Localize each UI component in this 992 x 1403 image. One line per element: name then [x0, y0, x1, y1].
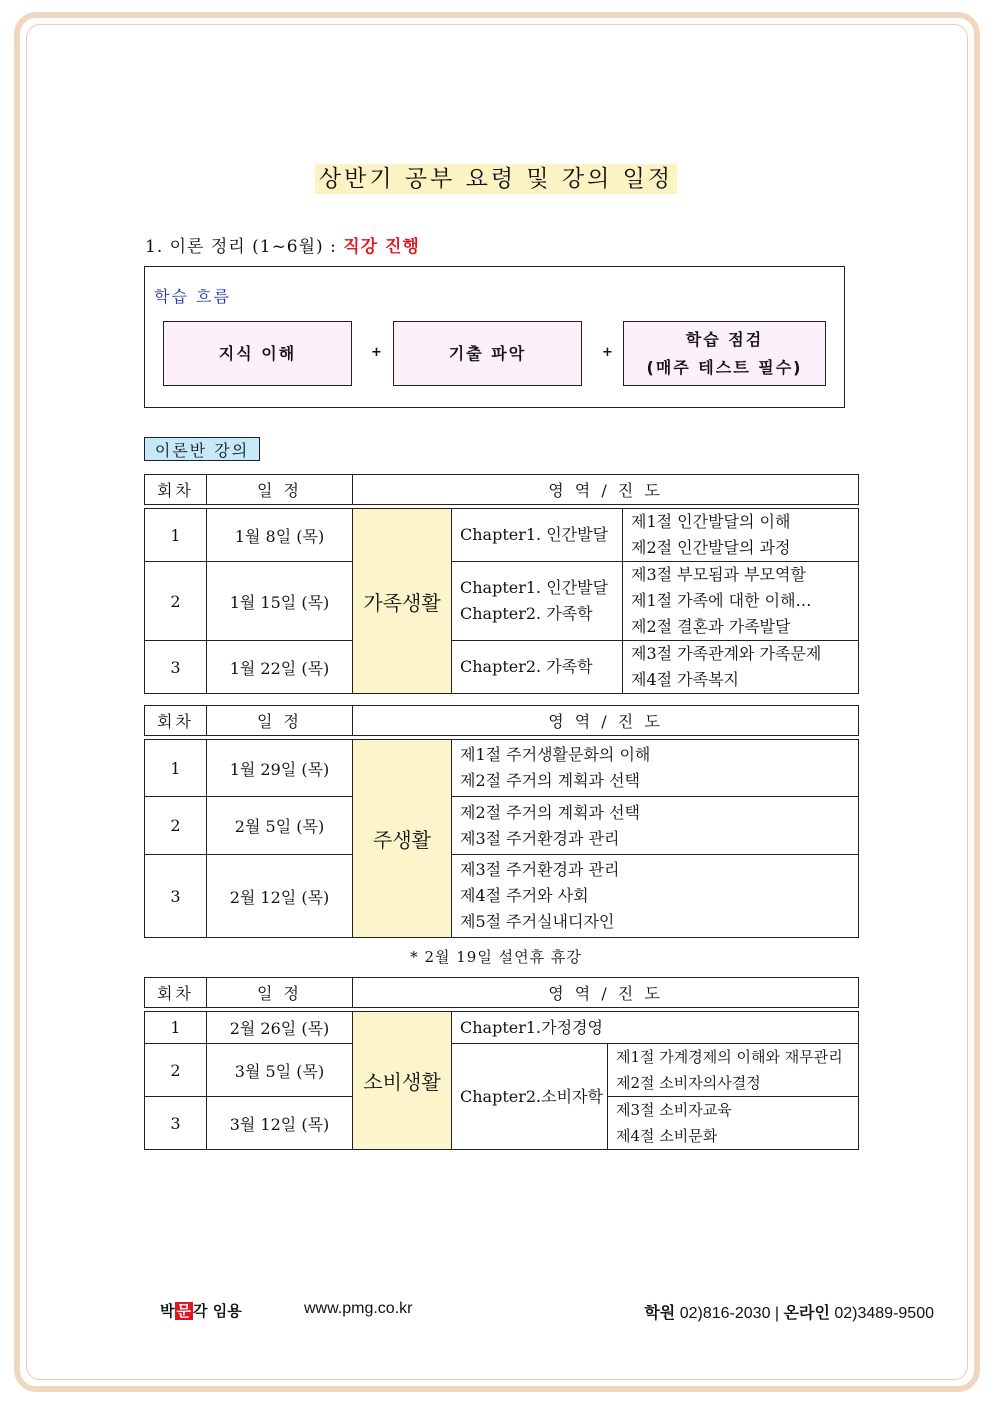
- topic-item: 제2절 소비자의사결정: [616, 1074, 761, 1092]
- chapter-cell: [452, 1044, 608, 1150]
- table-row: [145, 855, 859, 938]
- logo-part: 임용: [207, 1302, 242, 1320]
- flow-step-sublabel: (매주 테스트 필수): [646, 357, 803, 377]
- topic-item: 제1절 가족에 대한 이해…: [631, 591, 812, 610]
- chapter-name: Chapter2.소비자학: [460, 1086, 603, 1106]
- session-number: 2: [145, 1044, 207, 1097]
- topic-item: 제1절 주거생활문화의 이해: [460, 745, 651, 764]
- page-frame-inner: [26, 24, 968, 1380]
- topics-cell: [623, 562, 859, 641]
- contact-info: [644, 1300, 934, 1323]
- header-date: 일 정: [207, 978, 353, 1008]
- topic-item: 제3절 주거환경과 관리: [460, 860, 620, 879]
- online-label: 온라인: [783, 1303, 830, 1322]
- topic-item: 제4절 주거와 사회: [460, 886, 589, 905]
- chapter-cell: [452, 1012, 859, 1044]
- table-row: [145, 562, 859, 641]
- session-number: 1: [145, 740, 207, 797]
- session-number: 2: [145, 562, 207, 641]
- chapter-cell: [452, 562, 623, 641]
- header-session: 회차: [145, 978, 207, 1008]
- session-date: 1월 8일 (목): [207, 509, 353, 562]
- page-title: [0, 160, 992, 193]
- topic-item: 제3절 가족관계와 가족문제: [631, 644, 822, 663]
- table-row: [145, 797, 859, 855]
- study-flow-box: [144, 266, 845, 408]
- session-number: 1: [145, 509, 207, 562]
- publisher-logo: [160, 1300, 242, 1321]
- flow-step-label: 기출 파악: [448, 343, 527, 363]
- chapter-name: Chapter1.가정경영: [460, 1017, 603, 1037]
- table-header-row: [145, 475, 859, 505]
- topics-cell: [452, 740, 859, 797]
- topic-item: 제3절 주거환경과 관리: [460, 828, 620, 848]
- topics-cell: [608, 1097, 859, 1150]
- area-label: 소비생활: [353, 1012, 452, 1150]
- academy-phone: 02)816-2030: [679, 1305, 771, 1322]
- topics-cell: [623, 641, 859, 694]
- session-date: 2월 5일 (목): [207, 797, 353, 855]
- chapter-name: Chapter1. 인간발달: [460, 578, 609, 597]
- plus-sign: +: [371, 345, 382, 360]
- topic-item: 제2절 결혼과 가족발달: [631, 617, 791, 636]
- table-header-row: [145, 706, 859, 736]
- topic-item: 제3절 부모됨과 부모역할: [631, 565, 806, 584]
- chapter-name: Chapter2. 가족학: [460, 604, 593, 623]
- topic-item: 제1절 인간발달의 이해: [631, 512, 791, 531]
- schedule-table-housing: [144, 705, 859, 938]
- chapter-name: Chapter1. 인간발달: [460, 525, 609, 544]
- page-title-text: 상반기 공부 요령 및 강의 일정: [315, 164, 677, 194]
- topic-item: 제5절 주거실내디자인: [460, 912, 615, 931]
- logo-part: 박: [160, 1302, 175, 1320]
- session-date: 2월 26일 (목): [207, 1012, 353, 1044]
- topic-item: 제3절 소비자교육: [616, 1101, 732, 1119]
- holiday-note: * 2월 19일 설연휴 휴강: [410, 948, 582, 966]
- topic-item: 제4절 가족복지: [631, 670, 740, 689]
- website-link[interactable]: www.pmg.co.kr: [304, 1300, 413, 1317]
- session-number: 1: [145, 1012, 207, 1044]
- header-session: 회차: [145, 475, 207, 505]
- header-session: 회차: [145, 706, 207, 736]
- chapter-cell: [452, 509, 623, 562]
- session-date: 1월 22일 (목): [207, 641, 353, 694]
- header-date: 일 정: [207, 706, 353, 736]
- study-flow-title: 학습 흐름: [154, 287, 231, 306]
- session-date: 3월 5일 (목): [207, 1044, 353, 1097]
- table-row: [145, 509, 859, 562]
- logo-part-highlight: 문: [176, 1302, 191, 1320]
- topic-item: 제1절 가계경제의 이해와 재무관리: [616, 1048, 843, 1066]
- session-number: 3: [145, 641, 207, 694]
- table-header-row: [145, 978, 859, 1008]
- topic-item: 제4절 소비문화: [616, 1127, 718, 1145]
- flow-step-knowledge: [163, 321, 352, 386]
- academy-label: 학원: [644, 1303, 676, 1322]
- table-row: [145, 1012, 859, 1044]
- plus-sign: +: [602, 345, 613, 360]
- topic-item: 제2절 주거의 계획과 선택: [460, 771, 640, 790]
- chapter-cell: [452, 641, 623, 694]
- schedule-table-consumer: [144, 977, 859, 1150]
- topic-item: 제2절 인간발달의 과정: [631, 538, 791, 557]
- session-date: 2월 12일 (목): [207, 855, 353, 938]
- area-label: 주생활: [353, 740, 452, 938]
- section-heading: [145, 232, 420, 257]
- topics-cell: [623, 509, 859, 562]
- session-number: 2: [145, 797, 207, 855]
- topics-cell: [452, 797, 859, 855]
- table-row: [145, 740, 859, 797]
- topic-item: 제2절 주거의 계획과 선택: [460, 802, 640, 822]
- header-scope: 영 역 / 진 도: [353, 706, 859, 736]
- online-phone: 02)3489-9500: [834, 1305, 934, 1322]
- chapter-name: Chapter2. 가족학: [460, 657, 593, 676]
- flow-step-label: 학습 점검: [685, 330, 764, 350]
- session-date: 3월 12일 (목): [207, 1097, 353, 1150]
- table-row: [145, 1044, 859, 1097]
- flow-step-past-exams: [393, 321, 582, 386]
- logo-part: 각: [193, 1302, 208, 1320]
- section-highlight: 직강 진행: [343, 237, 420, 257]
- schedule-table-family: [144, 474, 859, 694]
- section-label: 1. 이론 정리 (1~6월) :: [145, 237, 344, 257]
- topics-cell: [452, 855, 859, 938]
- header-scope: 영 역 / 진 도: [353, 475, 859, 505]
- header-date: 일 정: [207, 475, 353, 505]
- session-date: 1월 15일 (목): [207, 562, 353, 641]
- flow-step-label: 지식 이해: [218, 343, 297, 363]
- header-scope: 영 역 / 진 도: [353, 978, 859, 1008]
- session-date: 1월 29일 (목): [207, 740, 353, 797]
- session-number: 3: [145, 1097, 207, 1150]
- lecture-badge: 이론반 강의: [144, 437, 260, 461]
- flow-step-check: [623, 321, 826, 386]
- contact-separator: |: [774, 1305, 780, 1322]
- topics-cell: [608, 1044, 859, 1097]
- area-label: 가족생활: [353, 509, 452, 694]
- table-row: [145, 641, 859, 694]
- session-number: 3: [145, 855, 207, 938]
